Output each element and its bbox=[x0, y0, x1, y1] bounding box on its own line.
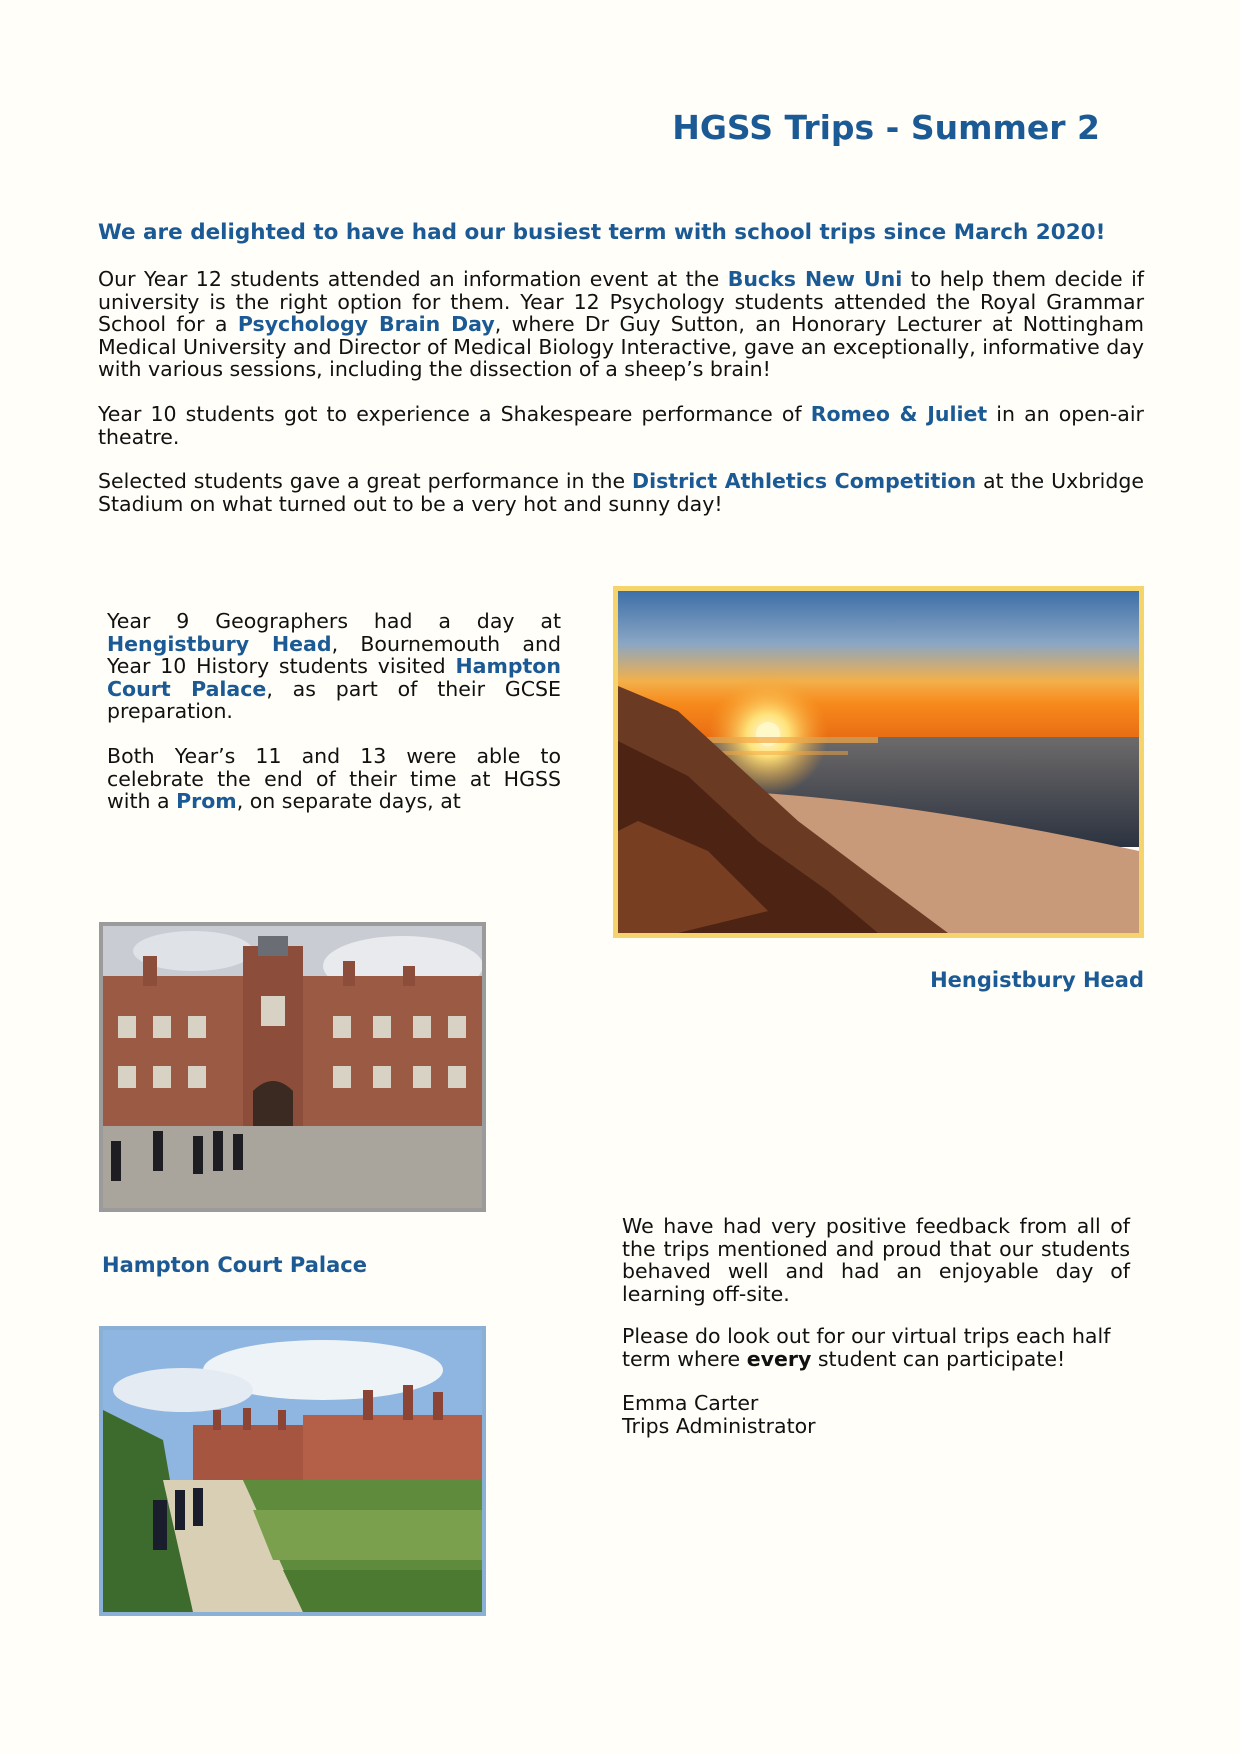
signature-role: Trips Administrator bbox=[622, 1413, 816, 1438]
highlight-psychology-brain-day: Psychology Brain Day bbox=[237, 312, 495, 336]
hampton-court-gardens-photo bbox=[99, 1326, 486, 1616]
paragraph-geography-history bbox=[107, 610, 561, 723]
text: in an open-air theatre. bbox=[98, 402, 1144, 449]
highlight-prom: Prom bbox=[176, 789, 237, 813]
paragraph-year12 bbox=[98, 268, 1144, 381]
text: Selected students gave a great performance in the bbox=[98, 469, 633, 493]
intro-headline: We are delighted to have had our busiest term with school trips since March 2020! bbox=[98, 220, 1106, 245]
caption-hampton-court-palace: Hampton Court Palace bbox=[102, 1253, 367, 1277]
highlight-bucks-new-uni: Bucks New Uni bbox=[727, 267, 903, 291]
text: at the Uxbridge Stadium on what turned out to be a very hot and sunny day! bbox=[98, 469, 1144, 516]
text: Year 9 Geographers had a day at bbox=[107, 609, 561, 633]
text: , Bournemouth and Year 10 History students visited bbox=[107, 631, 561, 678]
paragraph-prom bbox=[107, 745, 561, 813]
paragraph-feedback: We have had very positive feedback from all of the trips mentioned and proud that our students behaved well and had an enjoyable day of learning off-site. bbox=[622, 1214, 1130, 1306]
text: Year 10 students got to experience a Shakespeare performance of bbox=[98, 402, 811, 426]
text: Please do look out for our virtual trips each half term where bbox=[622, 1324, 1111, 1371]
paragraph-year10-shakespeare bbox=[98, 403, 1144, 448]
text: to help them decide if university is the right option for them. Year 12 Psychology students attended the Royal Grammar School for a bbox=[98, 267, 1145, 336]
palace-illustration bbox=[103, 926, 482, 1208]
caption-hengistbury-head: Hengistbury Head bbox=[930, 968, 1144, 992]
page-title: HGSS Trips - Summer 2 bbox=[672, 108, 1100, 147]
hampton-court-palace-photo bbox=[99, 922, 486, 1212]
text: , on separate days, at bbox=[236, 789, 461, 813]
garden-illustration bbox=[103, 1330, 482, 1612]
highlight-hengistbury-head: Hengistbury Head bbox=[107, 631, 332, 656]
highlight-district-athletics: District Athletics Competition bbox=[632, 469, 977, 493]
text: , where Dr Guy Sutton, an Honorary Lecturer at Nottingham Medical University and Director of Medical Biology Interactive, gave an exceptionally, informative day with various sessions, including the dissection of a sheep’s brain! bbox=[98, 312, 1144, 381]
text: Our Year 12 students attended an information event at the bbox=[98, 267, 728, 291]
highlight-romeo-juliet: Romeo & Juliet bbox=[810, 402, 988, 426]
text: student can participate! bbox=[811, 1346, 1066, 1371]
paragraph-athletics bbox=[98, 470, 1144, 515]
paragraph-virtual-trips bbox=[622, 1325, 1130, 1370]
highlight-hampton-court: Hampton Court Palace bbox=[107, 654, 561, 701]
text: Both Year’s 11 and 13 were able to celebrate the end of their time at HGSS with a bbox=[107, 744, 561, 813]
sunset-illustration bbox=[618, 591, 1139, 933]
signature-name: Emma Carter bbox=[622, 1391, 759, 1415]
signature-block bbox=[622, 1392, 1130, 1437]
text: , as part of their GCSE preparation. bbox=[107, 676, 562, 723]
emphasis-every: every bbox=[746, 1346, 812, 1371]
hengistbury-head-photo bbox=[613, 586, 1144, 938]
